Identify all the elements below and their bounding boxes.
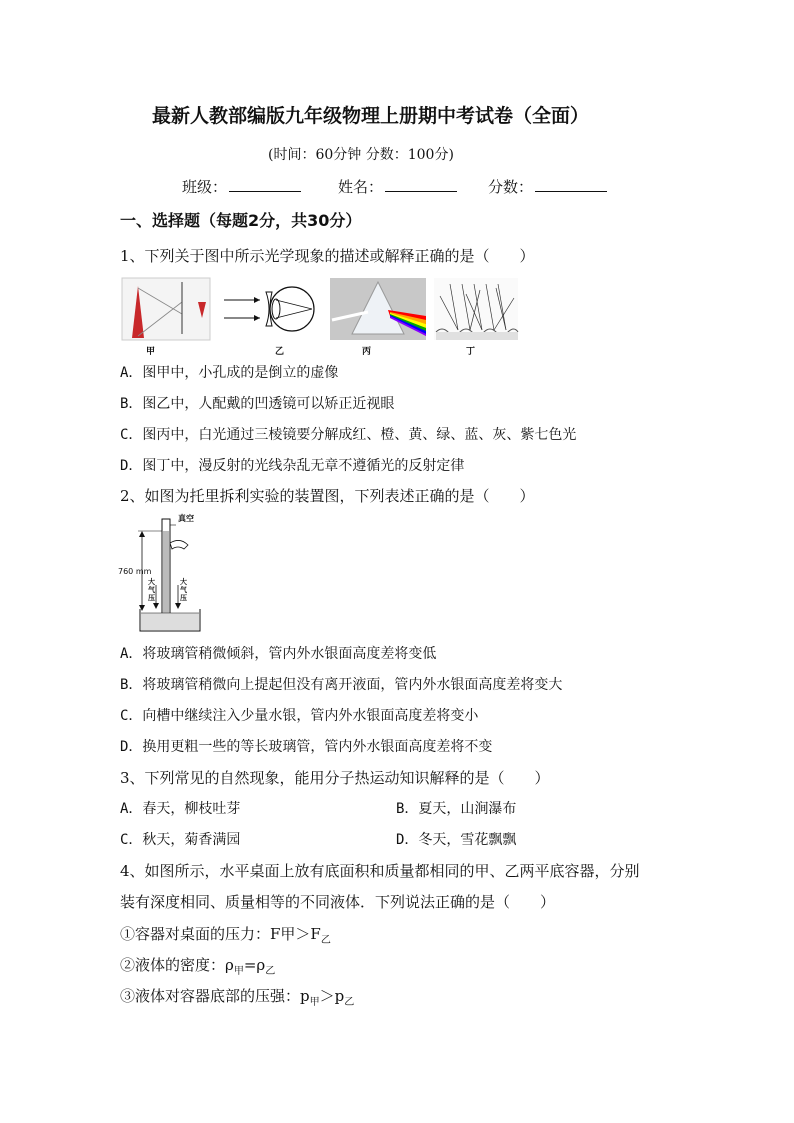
score-blank[interactable]: [535, 177, 607, 192]
figure-bing-prism: [330, 278, 426, 340]
q4-s3-sub1: 甲: [309, 997, 320, 1008]
question-3-stem: 3、下列常见的自然现象，能用分子热运动知识解释的是（ ）: [120, 769, 550, 787]
q1-option-a[interactable]: A．图甲中，小孔成的是倒立的虚像: [120, 365, 339, 381]
q4-s3-text: ③液体对容器底部的压强：p: [120, 987, 310, 1005]
q3-option-d[interactable]: D．冬天，雪花飘飘: [396, 832, 517, 848]
q2-option-a[interactable]: A．将玻璃管稍微倾斜，管内外水银面高度差将变低: [120, 646, 437, 662]
question-1-stem: 1、下列关于图中所示光学现象的描述或解释正确的是（ ）: [120, 247, 535, 265]
figure-label-jia: 甲: [146, 347, 156, 357]
q1-option-d[interactable]: D．图丁中，漫反射的光线杂乱无章不遵循光的反射定律: [120, 458, 465, 474]
question-2-stem: 2、如图为托里拆利实验的装置图，下列表述正确的是（ ）: [120, 487, 535, 505]
question-4-stem-line2: 装有深度相同、质量相等的不同液体．下列说法正确的是（ ）: [120, 893, 556, 911]
q4-s2-mid: =ρ: [243, 956, 266, 974]
name-label: 姓名：: [338, 178, 384, 196]
atm-label-right: 大气压: [180, 578, 187, 602]
class-label: 班级：: [182, 178, 228, 196]
name-blank[interactable]: [385, 177, 457, 192]
figure-label-yi: 乙: [275, 347, 285, 357]
q4-s1-text: ①容器对桌面的压力：F甲＞F: [120, 925, 321, 943]
q4-statement-2: [120, 956, 275, 981]
height-label: 760 mm: [118, 567, 152, 576]
q4-s2-sub2: 乙: [265, 966, 276, 977]
figure-label-ding: 丁: [466, 347, 476, 357]
section-heading: 一、选择题（每题2分，共30分）: [120, 211, 362, 230]
optics-figures: [120, 276, 520, 342]
q2-option-d[interactable]: D．换用更粗一些的等长玻璃管，管内外水银面高度差将不变: [120, 739, 493, 755]
score-field: [488, 177, 607, 196]
page-title: 最新人教部编版九年级物理上册期中考试卷（全面）: [152, 105, 590, 127]
q3-option-c[interactable]: C．秋天，菊香满园: [120, 832, 241, 848]
q4-s1-sub: 乙: [320, 935, 331, 946]
class-field: [182, 177, 301, 196]
q4-s3-sub2: 乙: [344, 997, 355, 1008]
q1-option-c[interactable]: C．图丙中，白光通过三棱镜要分解成红、橙、黄、绿、蓝、灰、紫七色光: [120, 427, 577, 443]
figure-jia-pinhole: [122, 278, 210, 340]
exam-time-info: (时间：60分钟 分数：100分): [268, 147, 454, 163]
question-4-stem-line1: 4、如图所示，水平桌面上放有底面积和质量都相同的甲、乙两平底容器，分别: [120, 862, 640, 880]
q4-s2-sub1: 甲: [233, 966, 244, 977]
q4-statement-3: [120, 987, 354, 1012]
figure-ding-diffuse: [434, 278, 518, 340]
vacuum-label: 真空: [178, 514, 194, 523]
q2-option-b[interactable]: B．将玻璃管稍微向上提起但没有离开液面，管内外水银面高度差将变大: [120, 677, 563, 693]
figure-label-bing: 丙: [362, 347, 372, 357]
q1-option-b[interactable]: B．图乙中，人配戴的凹透镜可以矫正近视眼: [120, 396, 395, 412]
q2-option-c[interactable]: C．向槽中继续注入少量水银，管内外水银面高度差将变小: [120, 708, 479, 724]
q3-option-a[interactable]: A．春天，柳枝吐芽: [120, 801, 241, 817]
figure-yi-eye: [224, 287, 314, 331]
class-blank[interactable]: [229, 177, 301, 192]
atm-label-left: 大气压: [148, 578, 155, 602]
q4-statement-1: [120, 925, 331, 950]
q4-s3-mid: ＞p: [319, 987, 345, 1005]
q3-option-b[interactable]: B．夏天，山涧瀑布: [396, 801, 517, 817]
name-field: [338, 177, 457, 196]
q4-s2-text: ②液体的密度：ρ: [120, 956, 234, 974]
score-label: 分数：: [488, 178, 534, 196]
